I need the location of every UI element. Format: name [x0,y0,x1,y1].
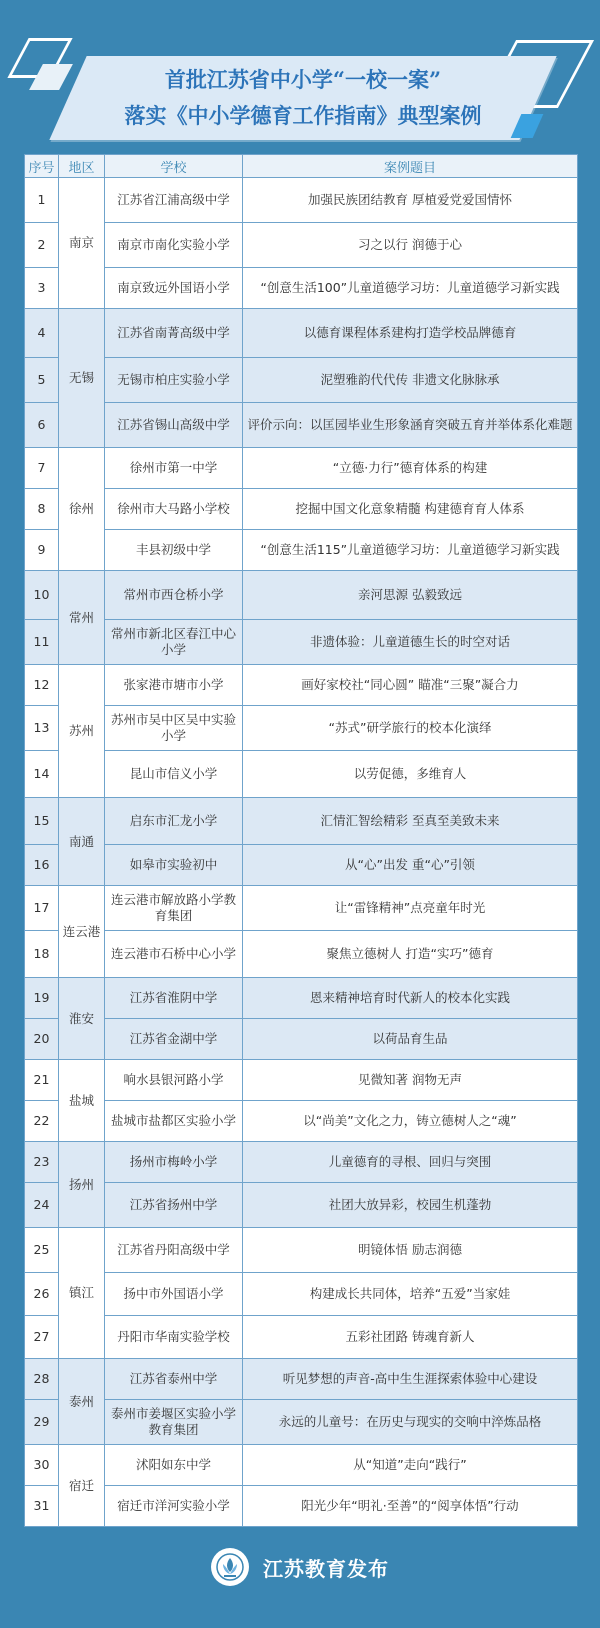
cell-case-title: 听见梦想的声音-高中生生涯探索体验中心建设 [243,1359,578,1400]
cell-case-title: 见微知著 润物无声 [243,1060,578,1101]
cell-no: 8 [25,489,59,530]
cell-region: 南京 [59,178,105,309]
cell-case-title: 加强民族团结教育 厚植爱党爱国情怀 [243,178,578,223]
cell-case-title: 以劳促德，多维育人 [243,751,578,798]
cell-school: 徐州市第一中学 [105,448,243,489]
column-header-no: 序号 [25,155,59,178]
jiangsu-education-logo-icon [211,1548,249,1586]
table-row [25,489,578,530]
cell-school: 宿迁市洋河实验小学 [105,1486,243,1527]
cell-case-title: 从“心”出发 重“心”引领 [243,845,578,886]
table-row [25,620,578,665]
cell-school: 盐城市盐都区实验小学 [105,1101,243,1142]
cell-school: 江苏省泰州中学 [105,1359,243,1400]
table-row [25,530,578,571]
cell-no: 31 [25,1486,59,1527]
table-row [25,978,578,1019]
cell-no: 5 [25,358,59,403]
cell-no: 19 [25,978,59,1019]
cell-school: 如皋市实验初中 [105,845,243,886]
cell-no: 6 [25,403,59,448]
cell-case-title: 让“雷锋精神”点亮童年时光 [243,886,578,931]
cell-case-title: 阳光少年“明礼·至善”的“阅享体悟”行动 [243,1486,578,1527]
cell-case-title: 非遗体验：儿童道德生长的时空对话 [243,620,578,665]
table-row [25,178,578,223]
table-row [25,845,578,886]
cell-region: 镇江 [59,1228,105,1359]
cell-school: 昆山市信义小学 [105,751,243,798]
cell-school: 连云港市解放路小学教育集团 [105,886,243,931]
cell-school: 沭阳如东中学 [105,1445,243,1486]
cell-region: 无锡 [59,309,105,448]
cell-no: 3 [25,268,59,309]
table-row [25,309,578,358]
page-title [68,62,538,134]
cell-school: 扬中市外国语小学 [105,1273,243,1316]
table-row [25,1019,578,1060]
cell-school: 常州市新北区春江中心小学 [105,620,243,665]
cell-no: 25 [25,1228,59,1273]
cell-school: 江苏省南菁高级中学 [105,309,243,358]
table-row [25,223,578,268]
cell-school: 常州市西仓桥小学 [105,571,243,620]
table-row [25,1142,578,1183]
cell-school: 江苏省扬州中学 [105,1183,243,1228]
cell-case-title: “创意生活100”儿童道德学习坊：儿童道德学习新实践 [243,268,578,309]
cell-no: 9 [25,530,59,571]
table-row [25,1445,578,1486]
cell-no: 14 [25,751,59,798]
cell-no: 11 [25,620,59,665]
table-row [25,1060,578,1101]
footer-brand: 江苏教育发布 [263,1556,389,1581]
cell-school: 启东市汇龙小学 [105,798,243,845]
cell-region: 常州 [59,571,105,665]
table-row [25,886,578,931]
table-body [25,178,578,1527]
cell-school: 张家港市塘市小学 [105,665,243,706]
cell-no: 26 [25,1273,59,1316]
cell-school: 泰州市姜堰区实验小学教育集团 [105,1400,243,1445]
cell-no: 2 [25,223,59,268]
cell-no: 21 [25,1060,59,1101]
cell-no: 22 [25,1101,59,1142]
table-row [25,665,578,706]
cell-case-title: 明镜体悟 励志润德 [243,1228,578,1273]
cell-school: 丹阳市华南实验学校 [105,1316,243,1359]
cell-school: 响水县银河路小学 [105,1060,243,1101]
table-row [25,1101,578,1142]
table-row [25,1228,578,1273]
table-row [25,1273,578,1316]
cell-region: 淮安 [59,978,105,1060]
table-row [25,268,578,309]
cell-region: 苏州 [59,665,105,798]
column-header-region: 地区 [59,155,105,178]
cell-region: 宿迁 [59,1445,105,1527]
cell-no: 27 [25,1316,59,1359]
table-header-row [25,155,578,178]
cell-school: 苏州市吴中区吴中实验小学 [105,706,243,751]
cell-no: 18 [25,931,59,978]
cell-school: 无锡市柏庄实验小学 [105,358,243,403]
cell-case-title: 画好家校社“同心圆” 瞄准“三聚”凝合力 [243,665,578,706]
cell-no: 24 [25,1183,59,1228]
cell-case-title: “苏式”研学旅行的校本化演绎 [243,706,578,751]
cell-region: 扬州 [59,1142,105,1228]
column-header-school: 学校 [105,155,243,178]
cell-case-title: 亲河思源 弘毅致远 [243,571,578,620]
table-row [25,1400,578,1445]
cell-school: 江苏省锡山高级中学 [105,403,243,448]
cell-school: 徐州市大马路小学校 [105,489,243,530]
cell-no: 15 [25,798,59,845]
case-table [24,154,578,1527]
table-row [25,571,578,620]
cell-no: 13 [25,706,59,751]
cell-case-title: 评价示向：以匡园毕业生形象涵育突破五育并举体系化难题 [243,403,578,448]
cell-school: 南京市南化实验小学 [105,223,243,268]
cell-no: 7 [25,448,59,489]
column-header-title: 案例题目 [243,155,578,178]
footer [0,1542,600,1592]
table-row [25,358,578,403]
cell-no: 16 [25,845,59,886]
page-title-line1: 首批江苏省中小学“一校一案” [164,67,442,92]
table-row [25,751,578,798]
cell-no: 28 [25,1359,59,1400]
cell-region: 南通 [59,798,105,886]
cell-region: 连云港 [59,886,105,978]
cell-school: 南京致远外国语小学 [105,268,243,309]
cell-region: 泰州 [59,1359,105,1445]
table-row [25,1316,578,1359]
cell-no: 20 [25,1019,59,1060]
cell-case-title: 永远的儿童号：在历史与现实的交响中淬炼品格 [243,1400,578,1445]
cell-no: 29 [25,1400,59,1445]
table-row [25,1486,578,1527]
table-row [25,798,578,845]
page-title-line2: 落实《中小学德育工作指南》典型案例 [124,103,482,128]
cell-case-title: “立德·力行”德育体系的构建 [243,448,578,489]
cell-school: 连云港市石桥中心小学 [105,931,243,978]
cell-case-title: 以荷品育生品 [243,1019,578,1060]
cell-school: 扬州市梅岭小学 [105,1142,243,1183]
cell-no: 23 [25,1142,59,1183]
cell-no: 30 [25,1445,59,1486]
cell-case-title: 汇情汇智绘精彩 至真至美致未来 [243,798,578,845]
table-row [25,1359,578,1400]
cell-case-title: 从“知道”走向“践行” [243,1445,578,1486]
cell-case-title: 儿童德育的寻根、回归与突围 [243,1142,578,1183]
cell-no: 4 [25,309,59,358]
table-row [25,706,578,751]
case-table-container [24,154,577,1527]
cell-case-title: “创意生活115”儿童道德学习坊：儿童道德学习新实践 [243,530,578,571]
cell-no: 17 [25,886,59,931]
cell-no: 10 [25,571,59,620]
table-row [25,403,578,448]
cell-no: 12 [25,665,59,706]
cell-case-title: 挖掘中国文化意象精髓 构建德育育人体系 [243,489,578,530]
cell-case-title: 聚焦立德树人 打造“实巧”德育 [243,931,578,978]
cell-case-title: 五彩社团路 铸魂育新人 [243,1316,578,1359]
cell-case-title: 以“尚美”文化之力，铸立德树人之“魂” [243,1101,578,1142]
cell-case-title: 习之以行 润德于心 [243,223,578,268]
cell-school: 江苏省淮阴中学 [105,978,243,1019]
cell-no: 1 [25,178,59,223]
table-row [25,931,578,978]
table-row [25,448,578,489]
cell-school: 江苏省金湖中学 [105,1019,243,1060]
cell-region: 徐州 [59,448,105,571]
cell-school: 江苏省丹阳高级中学 [105,1228,243,1273]
cell-region: 盐城 [59,1060,105,1142]
cell-case-title: 构建成长共同体，培养“五爱”当家娃 [243,1273,578,1316]
cell-case-title: 社团大放异彩，校园生机蓬勃 [243,1183,578,1228]
table-row [25,1183,578,1228]
cell-case-title: 恩来精神培育时代新人的校本化实践 [243,978,578,1019]
cell-case-title: 以德育课程体系建构打造学校品牌德育 [243,309,578,358]
cell-school: 江苏省江浦高级中学 [105,178,243,223]
cell-case-title: 泥塑雅韵代代传 非遗文化脉脉承 [243,358,578,403]
cell-school: 丰县初级中学 [105,530,243,571]
